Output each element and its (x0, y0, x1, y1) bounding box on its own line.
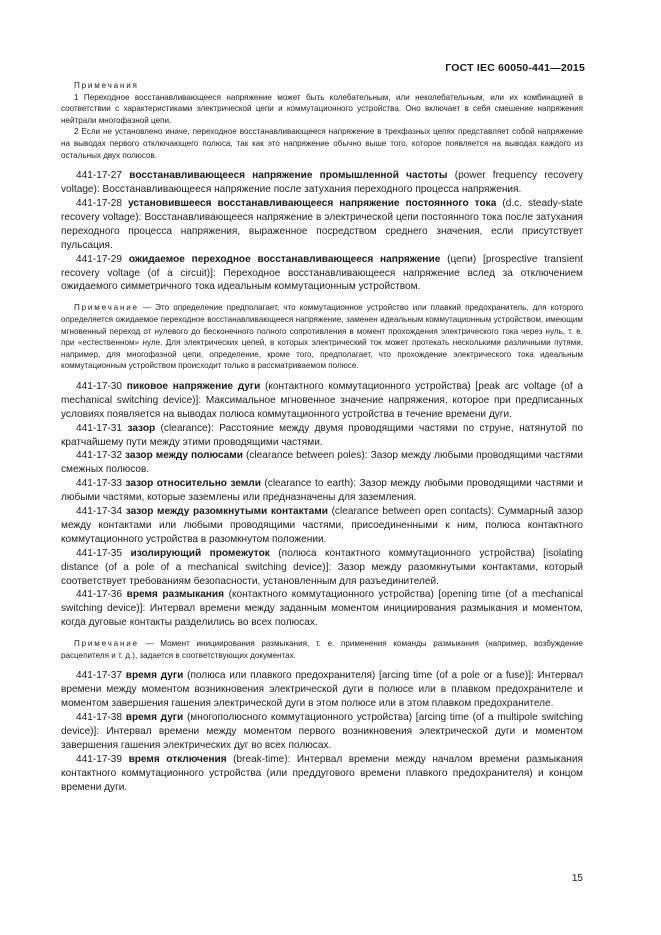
definition-441-17-29 (61, 253, 583, 295)
definition-text: (clearance between open contacts): Суммарный зазор между контактами или любыми проводящими частями, присоединенными к ним, полюса контактного коммутационного устройства в разомкнутом положении. (61, 506, 583, 545)
note-item: 1 Переходное восстанавливающееся напряжение может быть колебательным, или неколебательным, или их комбинацией в соответствии с характеристиками электрической цепи и коммутационного устройства. Оно включает в себя смешение напряжения нейтрали многофазной цепи. (61, 92, 583, 125)
definition-term: изолирующий промежуток (130, 547, 270, 559)
definition-term: время дуги (125, 670, 184, 682)
definition-text: (многополюсного коммутационного устройства) [arcing time (of a multipole switching device)]: Интервал времени между моментом первого возникновения электрической дуги и моментом завершения гашения электрических дуг во всех полюсах. (61, 712, 583, 751)
definition-number: 441-17-35 (76, 547, 123, 559)
definition-text: (clearance): Расстояние между двумя проводящими частями по струне, натянутой по кратчайшему пути между этими проводящими частями. (61, 422, 583, 448)
definition-term: время дуги (125, 712, 184, 724)
definition-term: установившееся восстанавливающееся напряжение постоянного тока (128, 197, 497, 209)
definition-term: зазор относительно земли (125, 478, 261, 490)
definition-number: 441-17-31 (76, 422, 123, 434)
definition-term: зазор между полюсами (125, 450, 243, 462)
definition-term: ожидаемое переходное восстанавливающееся напряжение (128, 253, 441, 265)
definition-441-17-38 (61, 711, 583, 753)
notes-block (61, 80, 583, 161)
definition-number: 441-17-36 (76, 589, 123, 601)
definition-441-17-28 (61, 197, 583, 253)
definition-number: 441-17-28 (76, 197, 123, 209)
definition-number: 441-17-37 (76, 670, 123, 682)
definition-term: пиковое напряжение дуги (126, 380, 261, 392)
definition-number: 441-17-32 (76, 450, 123, 462)
definition-text: (d.c. steady-state recovery voltage): Восстанавливающееся напряжение в электрической цепи постоянного тока после затухания переходного процесса напряжения, выраженное посредством среднего значения, если присутствует пульсация. (61, 197, 583, 251)
standard-header: ГОСТ IEC 60050-441—2015 (445, 62, 585, 74)
definition-text: (полюса контактного коммутационного устройства) [isolating distance (of a pole of a mechanical switching device)]: Зазор между разомкнутыми контактами, который соответствует требованиям безопасности, установленным для разъединителей. (61, 547, 583, 587)
definition-number: 441-17-29 (76, 253, 123, 265)
note-text: — Момент инициирования размыкания, т. е. применения команды размыкания (например, возбуждение расцепителя и т. д.), задается в соответствующих документах. (61, 639, 583, 660)
definition-number: 441-17-33 (76, 478, 123, 490)
definition-text: (power frequency recovery voltage): Восстанавливающееся напряжение после затухания переходного процесса напряжения. (61, 170, 584, 196)
note-item: 2 Если не установлено иначе, переходное восстанавливающееся напряжение в трехфазных цепях представляет собой напряжение на выводах первого отключающего полюса, так как это напряжение обычно выше того, которое появляется на выводах каждого из остальных двух полюсов. (61, 127, 583, 160)
definition-441-17-33 (61, 477, 583, 505)
page-content (61, 80, 583, 795)
definition-number: 441-17-30 (76, 380, 123, 392)
definition-text: (контактного коммутационного устройства) [opening time (of a mechanical switching device)]: Интервал времени между заданным моментом инициирования размыкания и моментом, когда дуговые контакты разделились во всех полюсах. (61, 589, 583, 629)
definition-441-17-30 (61, 380, 583, 422)
definition-text: (clearance between poles): Зазор между любыми проводящими частями смежных полюсов. (61, 450, 583, 476)
note-text: — Это определение предполагает, что коммутационное устройство или плавкий предохранитель, для которого определяется ожидаемое переходное восстанавливающееся напряжение, заменен идеальным коммутационным устройством, имеющим мгновенный переход от нулевого до бесконечного полного сопротивления в момент прохождения электрического тока через нуль, т. е. при «естественном» нуле. Для электрических цепей, в которых электрический ток может протекать несколькими различными путями, например, для многофазной цепи, определение, кроме того, предполагает, что прохождение электрического тока идеальным коммутационным устройством происходит только в рассматриваемом полюсе. (61, 303, 583, 371)
definition-441-17-32 (61, 449, 583, 477)
definition-number: 441-17-38 (76, 712, 123, 724)
page-number: 15 (571, 873, 583, 884)
definition-text: (clearance to earth): Зазор между любыми проводящими частями и любыми частями, которые заземлены или предназначены для заземления. (61, 478, 583, 504)
definition-text: (break-time): Интервал времени между началом времени размыкания контактного коммутационного устройства (или преддугового времени плавкого предохранителя) и концом времени дуги. (61, 753, 583, 793)
definition-441-17-34 (61, 505, 583, 547)
note-label: Примечание (74, 639, 139, 649)
note-441-17-29 (61, 302, 583, 372)
definition-441-17-37 (61, 669, 583, 711)
definition-number: 441-17-34 (76, 506, 123, 518)
definition-term: зазор (127, 422, 156, 434)
definition-term: время отключения (128, 753, 227, 765)
definition-number: 441-17-39 (76, 753, 123, 765)
note-441-17-36 (61, 638, 583, 661)
definition-441-17-39 (61, 753, 583, 795)
definition-441-17-27 (61, 169, 583, 197)
definition-term: время размыкания (126, 589, 225, 601)
definition-text: (цепи) [prospective transient recovery voltage (of a circuit)]: Переходное восстанавливающееся напряжение вслед за отключением ожидаемого симметричного тока идеальным коммутационным устройством. (61, 253, 583, 293)
definition-441-17-35 (61, 547, 583, 589)
definition-441-17-36 (61, 588, 583, 630)
definition-441-17-31 (61, 422, 583, 450)
note-label: Примечание (74, 303, 139, 313)
definition-term: восстанавливающееся напряжение промышленной частоты (129, 170, 448, 182)
definition-text: (контактного коммутационного устройства) [peak arc voltage (of a mechanical switching device)]: Максимальное мгновенное значение напряжения, которое при предписанных условиях появляется на выводах полюса коммутационного устройства в течение времени дуги. (61, 380, 583, 420)
definition-text: (полюса или плавкого предохранителя) [arcing time (of a pole or a fuse)]: Интервал времени между моментом возникновения электрической дуги в полюсе или в плавком предохранителе и моментом завершения гашения электрической дуги в этом полюсе или в этом плавком предохранителе. (61, 670, 583, 710)
notes-title: Примечания (74, 81, 139, 90)
definition-term: зазор между разомкнутыми контактами (125, 506, 328, 518)
definition-number: 441-17-27 (76, 170, 123, 182)
